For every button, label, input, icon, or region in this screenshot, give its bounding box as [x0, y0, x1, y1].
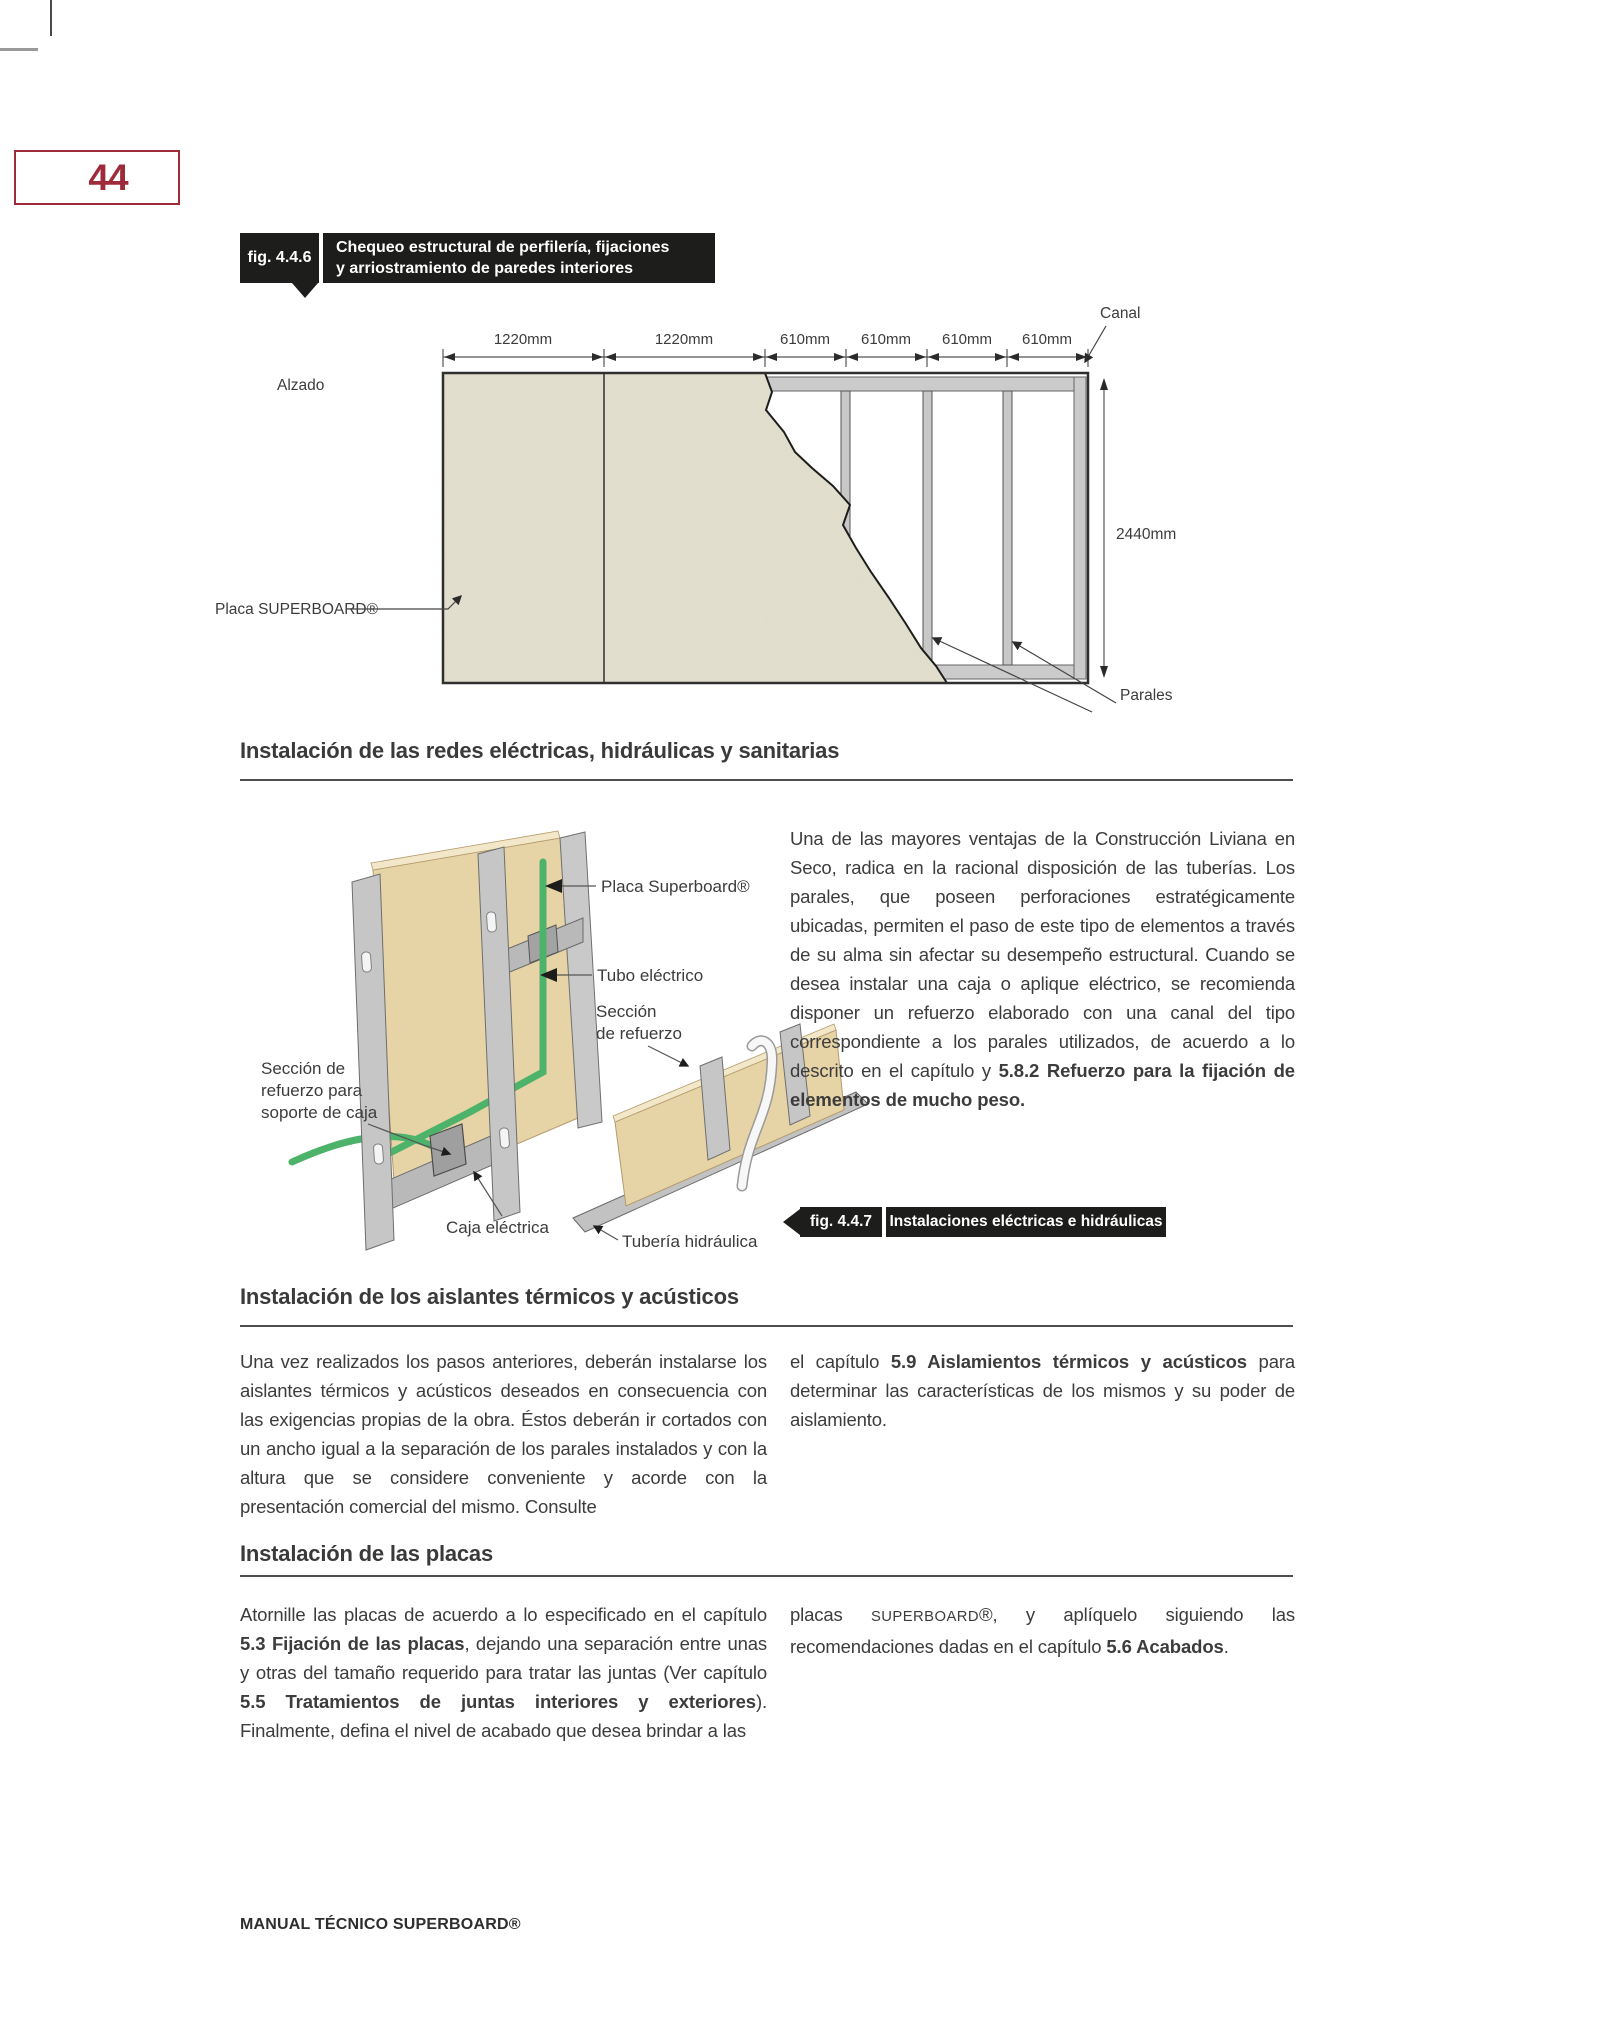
- fig-4-4-6-label: fig. 4.4.6: [240, 233, 319, 283]
- rule-redes: [240, 779, 1293, 781]
- placas-right-text-3: .: [1223, 1636, 1229, 1657]
- heading-redes: Instalación de las redes eléctricas, hidráulicas y sanitarias: [240, 738, 840, 763]
- iso-seccion-caja-label-3: soporte de caja: [261, 1103, 378, 1122]
- placas-right-brand: SUPERBOARD: [870, 1609, 980, 1625]
- crop-mark-horizontal: [0, 48, 38, 51]
- iso-placa-label: Placa Superboard®: [601, 877, 750, 896]
- aislantes-right-ref-bold: 5.9 Aislamientos térmicos y acústicos: [890, 1351, 1247, 1372]
- aislantes-right-column: [790, 1347, 1295, 1434]
- placas-left-text-3: ). Finalmente, defina el nivel de acabado que desea brindar a las: [240, 1691, 767, 1741]
- iso-seccion-caja-label-1: Sección de: [261, 1059, 346, 1078]
- stud-2: [923, 391, 932, 665]
- aislantes-left-column: Una vez realizados los pasos anteriores, deberán instalarse los aislantes térmicos y acústicos deseados en consecuencia con las exigencias propias de la obra. Éstos deberán ir cortados con un ancho igual a la separación de los parales instalados y con la altura que se considere conveniente y acorde con la presentación comercial del mismo. Consulte: [240, 1351, 767, 1517]
- placas-right-column: [790, 1600, 1295, 1661]
- fig-4-4-6-title: [323, 233, 715, 283]
- iso-seccion-caja-label-2: refuerzo para: [261, 1081, 363, 1100]
- placas-left-text-1: Atornille las placas de acuerdo a lo especificado en el capítulo: [240, 1604, 767, 1625]
- dim-610-c: 610mm: [941, 331, 993, 348]
- page-number: 44: [88, 156, 128, 198]
- dim-610-d: 610mm: [1021, 331, 1073, 348]
- seccion-leader-line: [648, 1046, 688, 1066]
- fig-4-4-6-title-line1: Chequeo estructural de perfilería, fijaciones: [336, 239, 670, 256]
- iso-seccion-label-1: Sección: [596, 1002, 657, 1021]
- fig-4-4-7-label: fig. 4.4.7: [800, 1207, 882, 1237]
- height-dimension: [1100, 378, 1176, 678]
- crop-mark-vertical: [50, 0, 52, 36]
- parales-label: Parales: [1120, 687, 1173, 704]
- iso-tuberia-label: Tubería hidráulica: [622, 1232, 758, 1251]
- placas-left-ref-bold-2: 5.5 Tratamientos de juntas interiores y exteriores: [240, 1691, 756, 1712]
- elevation-figure: [200, 295, 1300, 725]
- aislantes-right-text-1: el capítulo: [790, 1351, 891, 1372]
- fig-4-4-7-pointer-icon: [783, 1209, 800, 1235]
- placas-right-text-2: ®, y aplíquelo siguiendo las recomendaciones dadas en el capítulo: [790, 1604, 1295, 1657]
- height-dim-label: 2440mm: [1116, 526, 1177, 543]
- redes-paragraph: [790, 824, 1295, 1114]
- heading-placas: Instalación de las placas: [240, 1541, 494, 1566]
- rule-aislantes: [240, 1325, 1293, 1327]
- heading-aislantes: Instalación de los aislantes térmicos y acústicos: [240, 1284, 739, 1309]
- iso-tubo-label: Tubo eléctrico: [597, 966, 704, 985]
- footer-title: MANUAL TÉCNICO SUPERBOARD®: [240, 1916, 521, 1933]
- dim-610-a: 610mm: [779, 331, 831, 348]
- placas-right-ref-bold: 5.6 Acabados: [1106, 1636, 1224, 1657]
- placa-texture: [443, 373, 1088, 683]
- edge-stud: [1074, 377, 1086, 679]
- tuberia-leader-line: [594, 1226, 618, 1240]
- stud-3: [1003, 391, 1012, 665]
- canal-leader: [1085, 326, 1106, 362]
- redes-text: Una de las mayores ventajas de la Construcción Liviana en Seco, radica en la racional disposición de las tuberías. Los parales, que poseen perforaciones estratégicamente ubicadas, permiten el paso de este tipo de elementos a través de su alma sin afectar su desempeño estructural. Cuando se desea instalar una caja o aplique eléctrico, se recomienda disponer un refuerzo elaborado con una canal del tipo correspondiente a los parales utilizados, de acuerdo a lo descrito en el capítulo y: [790, 828, 1295, 1081]
- page-number-box: [14, 150, 180, 205]
- redes-ref-bold: 5.8.2 Refuerzo para la fijación de elementos de mucho peso.: [790, 1060, 1295, 1110]
- placas-left-column: [240, 1600, 767, 1745]
- rule-placas: [240, 1575, 1293, 1577]
- top-dimension-line: [443, 349, 1088, 367]
- placas-left-text-2: , dejando una separación entre unas y otras del tamaño requerido para tratar las juntas (Ver capítulo: [240, 1633, 767, 1683]
- placa-label: Placa SUPERBOARD®: [215, 601, 379, 618]
- elevation-view-label: Alzado: [277, 377, 325, 394]
- placas-right-text-1: placas: [790, 1604, 871, 1625]
- dim-1220-a: 1220mm: [493, 331, 553, 348]
- placas-left-ref-bold-1: 5.3 Fijación de las placas: [240, 1633, 465, 1654]
- dim-1220-b: 1220mm: [654, 331, 714, 348]
- aislantes-right-text-2: para determinar las características de los mismos y su poder de aislamiento.: [790, 1351, 1295, 1430]
- iso-seccion-label-2: de refuerzo: [596, 1024, 682, 1043]
- canal-label: Canal: [1100, 305, 1141, 322]
- fig-4-4-6-title-line2: y arriostramiento de paredes interiores: [336, 260, 633, 277]
- iso-caja-label: Caja eléctrica: [446, 1218, 549, 1237]
- fig-4-4-7-title: Instalaciones eléctricas e hidráulicas: [886, 1207, 1166, 1237]
- dim-610-b: 610mm: [860, 331, 912, 348]
